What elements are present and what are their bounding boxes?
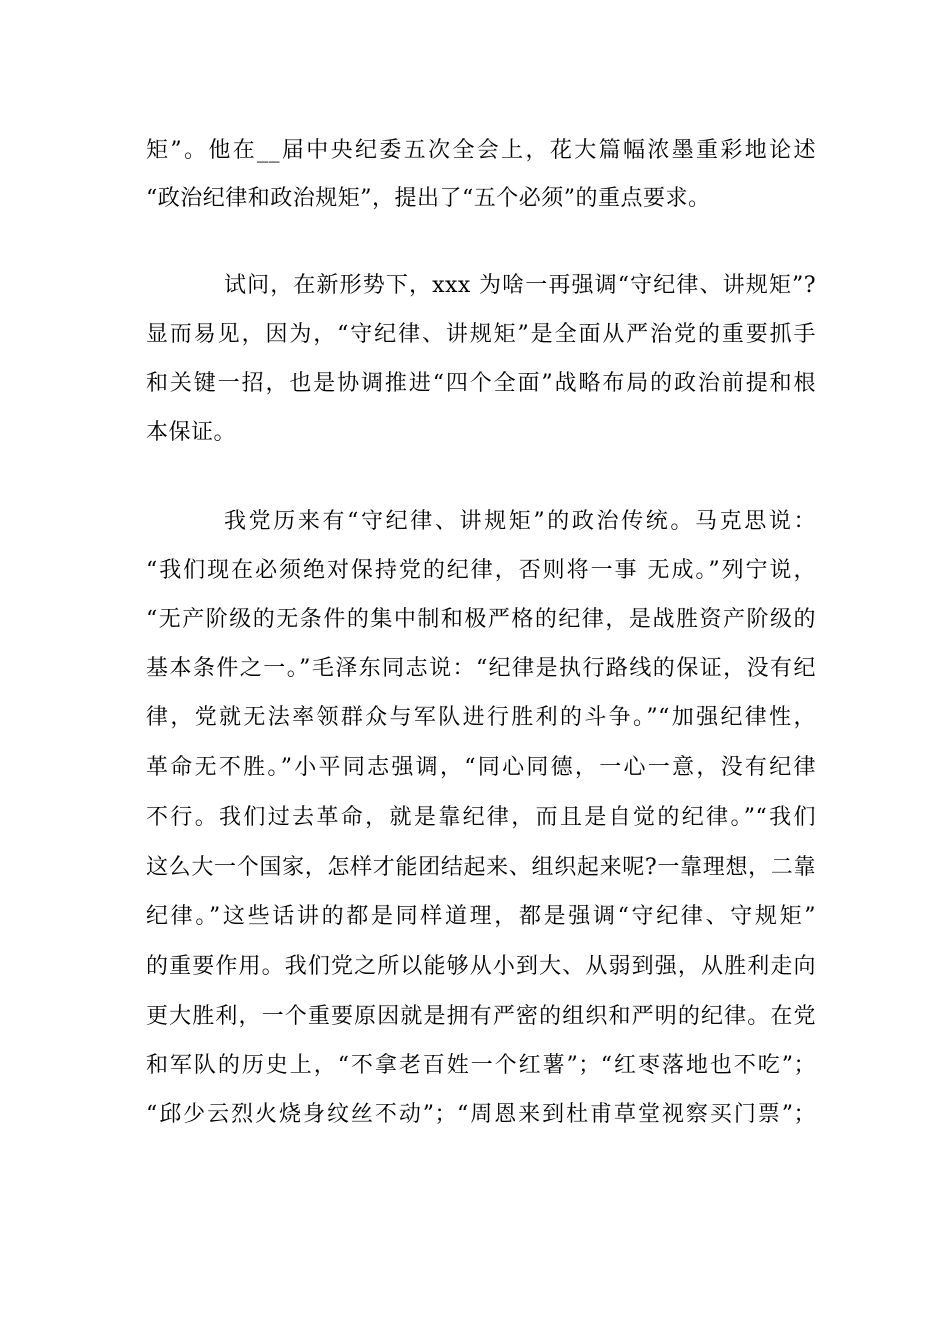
paragraph-3-line-11: 更大胜利，一个重要原因就是拥有严密的组织和严明的纪律。在党 xyxy=(146,1004,816,1029)
paragraph-1-line-1: 矩”。他在__届中央纪委五次全会上，花大篇幅浓墨重彩地论述 xyxy=(146,138,816,163)
paragraph-3-line-7: 不行。我们过去革命，就是靠纪律，而且是自觉的纪律。”“我们 xyxy=(146,805,816,830)
paragraph-2-line-1: 试问，在新形势下，xxx 为啥一再强调“守纪律、讲规矩”? xyxy=(224,273,816,298)
paragraph-3-line-10: 的重要作用。我们党之所以能够从小到大、从弱到强，从胜利走向 xyxy=(146,954,816,979)
paragraph-3-line-12: 和军队的历史上，“不拿老百姓一个红薯”；“红枣落地也不吃”； xyxy=(146,1053,816,1078)
paragraph-3-line-2: “我们现在必须绝对保持党的纪律，否则将一事 无成。”列宁说， xyxy=(146,558,816,583)
paragraph-3-line-4: 基本条件之一。”毛泽东同志说：“纪律是执行路线的保证，没有纪 xyxy=(146,656,816,681)
paragraph-3-line-9: 纪律。”这些话讲的都是同样道理，都是强调“守纪律、守规矩” xyxy=(146,904,816,929)
paragraph-2-line-3: 和关键一招，也是协调推进“四个全面”战略布局的政治前提和根 xyxy=(146,371,816,396)
paragraph-1-line-2: “政治纪律和政治规矩”，提出了“五个必须”的重点要求。 xyxy=(146,186,711,211)
paragraph-3-line-1: 我党历来有“守纪律、讲规矩”的政治传统。马克思说： xyxy=(224,509,816,534)
paragraph-3-line-3: “无产阶级的无条件的集中制和极严格的纪律，是战胜资产阶级的 xyxy=(146,607,816,632)
paragraph-3-line-8: 这么大一个国家，怎样才能团结起来、组织起来呢?一靠理想，二靠 xyxy=(146,855,816,880)
paragraph-2-line-4: 本保证。 xyxy=(146,420,237,445)
paragraph-2-line-2: 显而易见，因为，“守纪律、讲规矩”是全面从严治党的重要抓手 xyxy=(146,322,816,347)
paragraph-3-line-13: “邱少云烈火烧身纹丝不动”；“周恩来到杜甫草堂视察买门票”； xyxy=(146,1102,816,1127)
paragraph-3-line-6: 革命无不胜。”小平同志强调，“同心同德，一心一意，没有纪律 xyxy=(146,755,816,780)
paragraph-3-line-5: 律，党就无法率领群众与军队进行胜利的斗争。”“加强纪律性， xyxy=(146,705,816,730)
